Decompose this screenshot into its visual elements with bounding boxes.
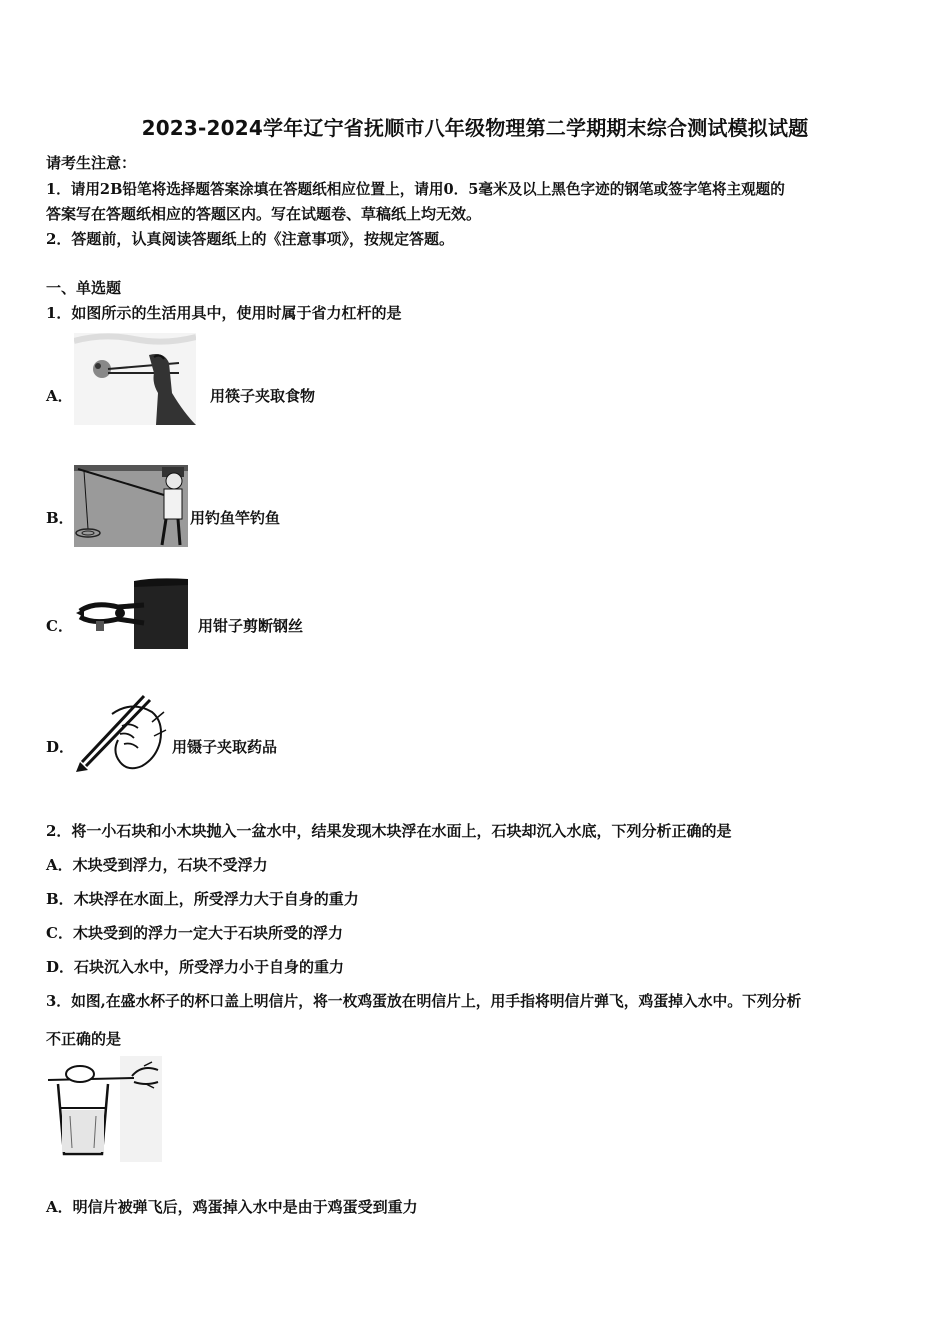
question-1-stem: 1．如图所示的生活用具中，使用时属于省力杠杆的是: [46, 304, 402, 322]
q1-option-a-text: 用筷子夹取食物: [210, 387, 316, 405]
notice-item-1-line-2: 答案写在答题纸相应的答题区内。写在试题卷、草稿纸上均无效。: [46, 205, 482, 223]
q2-option-c-letter: C．: [46, 924, 73, 942]
question-3-stem-line-1: 3．如图,在盛水杯子的杯口盖上明信片，将一枚鸡蛋放在明信片上，用手指将明信片弹飞，鸡蛋掉入水中。下列分析: [46, 993, 802, 1010]
q3-option-a-letter: A．: [46, 1198, 73, 1216]
q2-option-a[interactable]: [46, 854, 268, 875]
page-title: 2023-2024学年辽宁省抚顺市八年级物理第二学期期末综合测试模拟试题: [141, 116, 809, 140]
q1-option-c-text: 用钳子剪断钢丝: [198, 617, 304, 635]
q3-option-a-text: 明信片被弹飞后，鸡蛋掉入水中是由于鸡蛋受到重力: [72, 1198, 418, 1216]
notice-item-2: 2．答题前，认真阅读答题纸上的《注意事项》，按规定答题。: [46, 230, 454, 248]
q2-option-c-text: 木块受到的浮力一定大于石块所受的浮力: [72, 924, 343, 942]
q1-option-d-text: 用镊子夹取药品: [172, 738, 278, 756]
fishing-rod-icon: [74, 465, 188, 547]
notice-item-1-line-1: 1．请用2B铅笔将选择题答案涂填在答题纸相应位置上，请用0．5毫米及以上黑色字迹的钢笔或签字笔将主观题的: [46, 181, 785, 198]
q2-option-b-text: 木块浮在水面上，所受浮力大于自身的重力: [73, 890, 359, 908]
section-heading: 一、单选题: [46, 279, 122, 297]
q1-option-b-text: 用钓鱼竿钓鱼: [190, 509, 281, 527]
q2-option-d[interactable]: [46, 956, 344, 977]
question-3-stem-line-2: 不正确的是: [46, 1030, 122, 1048]
q1-option-c-letter[interactable]: C．: [46, 617, 73, 635]
question-2-stem: 2．将一小石块和小木块抛入一盆水中，结果发现木块浮在水面上，石块却沉入水底，下列分析正确的是: [46, 822, 732, 840]
q1-option-d-letter[interactable]: D．: [46, 738, 75, 756]
q3-option-a[interactable]: [46, 1196, 418, 1217]
q2-option-b-letter: B．: [46, 890, 74, 908]
egg-cup-experiment-icon: [46, 1056, 162, 1162]
q2-option-d-text: 石块沉入水中，所受浮力小于自身的重力: [74, 958, 345, 976]
q2-option-d-letter: D．: [46, 958, 75, 976]
notice-heading: 请考生注意：: [46, 154, 137, 172]
q2-option-a-text: 木块受到浮力，石块不受浮力: [72, 856, 268, 874]
q1-option-b-letter[interactable]: B．: [46, 509, 74, 527]
q2-option-c[interactable]: [46, 922, 343, 943]
tweezers-icon: [72, 692, 168, 776]
chopsticks-icon: [74, 333, 196, 425]
q2-option-b[interactable]: [46, 888, 359, 909]
pliers-icon: [74, 577, 188, 649]
q1-option-a-letter[interactable]: A．: [46, 387, 73, 405]
q2-option-a-letter: A．: [46, 856, 73, 874]
